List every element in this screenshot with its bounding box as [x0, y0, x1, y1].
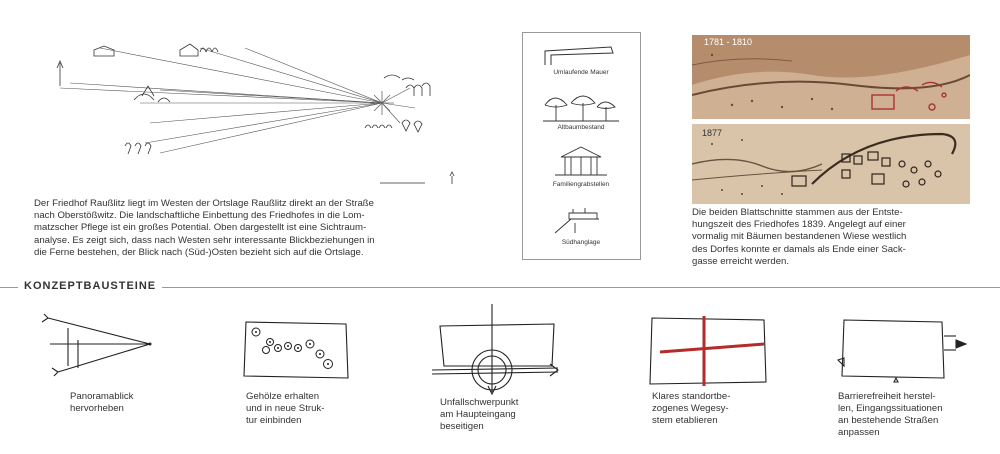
legend-label-family-grave: Familiengrabstellen: [552, 181, 610, 188]
caption-line: und in neue Struk-: [246, 403, 325, 414]
historic-map-1877: [692, 124, 970, 204]
wall-icon: [541, 43, 621, 69]
intro-line: die Ferne bestehen, der Blick nach (Süd-)Osten bezieht sich auf die Ortslage.: [34, 246, 364, 258]
intro-line: nach Oberstößwitz. Die landschaftliche Einbettung des Friedhofes in die Lom-: [34, 210, 365, 222]
accessibility-sketch: [832, 314, 972, 388]
maps-line: Die beiden Blattschnitte stammen aus der Entste-: [692, 207, 903, 218]
section-title-text: KONZEPTBAUSTEINE: [24, 280, 157, 292]
section-title: [18, 280, 162, 292]
maps-line: vormalig mit Bäumen bestandenen Wiese westlich: [692, 231, 907, 243]
old-trees-icon: [541, 93, 621, 123]
caption-line: zogenes Wegesy-: [652, 403, 729, 414]
legend-label-trees: Altbaumbestand: [557, 124, 605, 131]
caption-line: am Haupteingang: [440, 409, 516, 420]
concept-caption-paths: [652, 391, 730, 427]
panorama-sketch: [38, 310, 158, 380]
caption-line: hervorheben: [70, 403, 124, 414]
legend-box: [522, 32, 641, 260]
legend-label-south-slope: Südhanglage: [561, 239, 601, 246]
intro-line: matzscher Pflege ist ein großes Potential. Oben dargestellt ist eine Sichtraum-: [34, 222, 367, 234]
caption-line: stem etablieren: [652, 415, 718, 426]
caption-line: an bestehende Straßen: [838, 415, 939, 426]
maps-paragraph: [692, 207, 982, 268]
concept-caption-hotspot: [440, 397, 518, 433]
intro-line: analyse. Es zeigt sich, dass nach Westen sehr interessante Blickbeziehungen in: [34, 234, 375, 246]
caption-line: Panoramablick: [70, 391, 134, 402]
intro-line: Der Friedhof Raußlitz liegt im Westen der Ortslage Raußlitz direkt an der Straße: [34, 198, 374, 209]
concept-caption-trees: [246, 391, 324, 427]
legend-label-wall: Umlaufende Mauer: [553, 69, 609, 76]
caption-line: Barrierefreiheit herstel-: [838, 391, 936, 402]
family-grave-icon: [541, 143, 621, 179]
concept-caption-panorama: [70, 391, 133, 415]
caption-line: len, Eingangssituationen: [838, 403, 943, 414]
caption-line: Klares standortbe-: [652, 391, 731, 402]
historic-map-1781: [692, 35, 970, 119]
path-system-sketch: [644, 312, 774, 388]
south-slope-icon: [541, 203, 621, 237]
trees-sketch: [242, 318, 352, 382]
caption-line: Gehölze erhalten: [246, 391, 320, 402]
maps-line: des Dorfes konnte er damals als Ende einer Sack-: [692, 243, 906, 255]
maps-line: hungszeit des Friedhofes 1839. Angelegt auf einer: [692, 219, 906, 231]
hotspot-sketch: [430, 302, 560, 402]
viewshed-sketch: [30, 28, 460, 198]
caption-line: beseitigen: [440, 421, 484, 432]
concept-caption-accessibility: [838, 391, 943, 439]
map-label-1781: 1781 - 1810: [704, 37, 753, 47]
map-label-1877: 1877: [702, 128, 723, 138]
maps-line: gasse erreicht werden.: [692, 255, 790, 267]
intro-paragraph: [34, 198, 474, 259]
caption-line: Unfallschwerpunkt: [440, 397, 519, 408]
caption-line: tur einbinden: [246, 415, 302, 426]
caption-line: anpassen: [838, 427, 880, 438]
